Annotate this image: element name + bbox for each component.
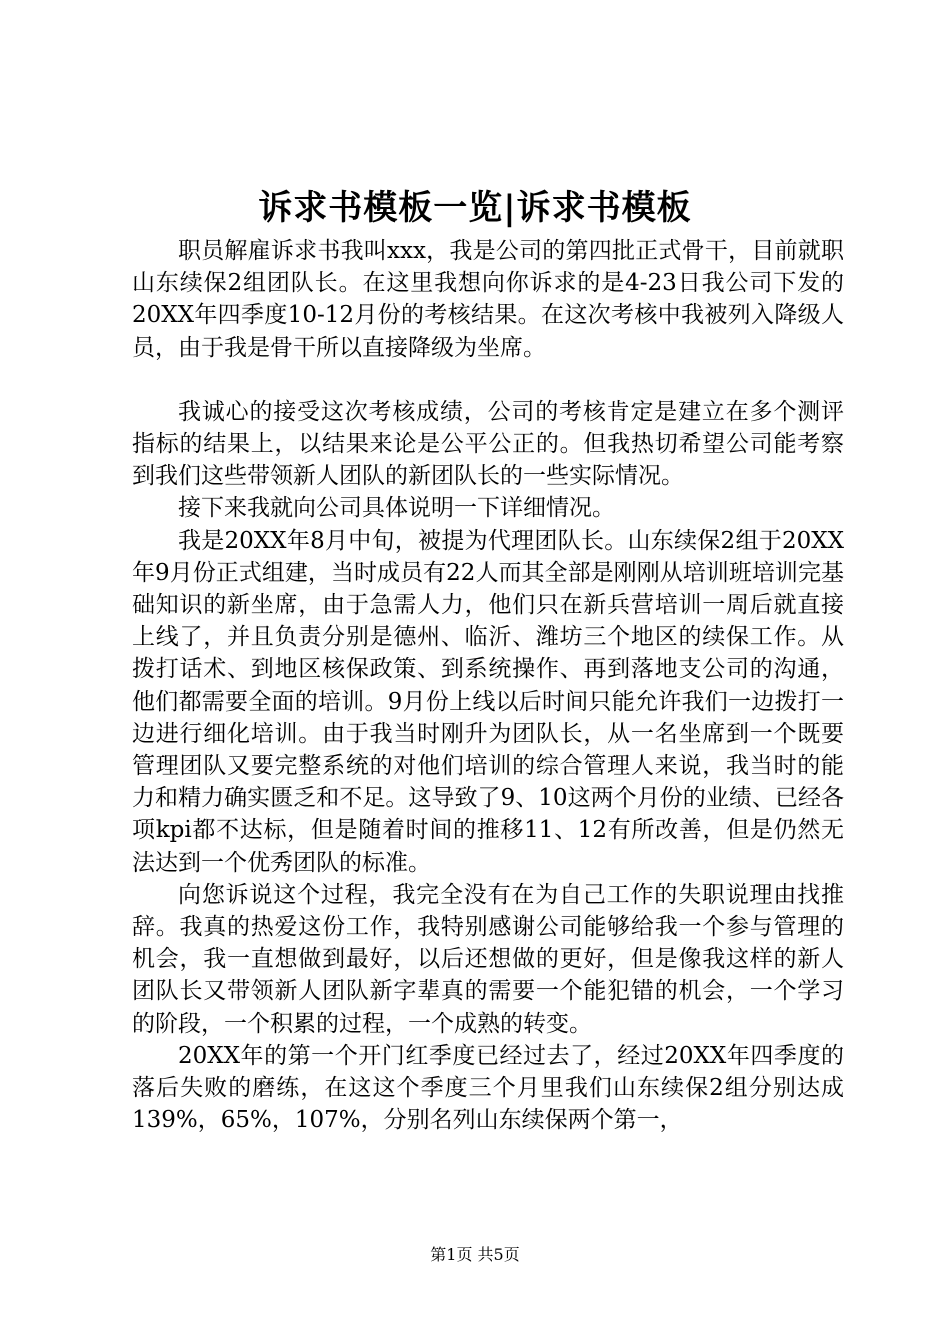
document-title: 诉求书模板一览|诉求书模板 <box>258 188 692 228</box>
paragraph-3: 接下来我就向公司具体说明一下详细情况。 <box>178 495 615 522</box>
paragraph-2: 我诚心的接受这次考核成绩，公司的考核肯定是建立在多个测评指标的结果上，以结果来论是公平公正的。但我热切希望公司能考察到我们这些带领新人团队的新团队长的一些实际情况。 <box>132 398 844 490</box>
paragraph-4: 我是20XX年8月中旬，被提为代理团队长。山东续保2组于20XX年9月份正式组建，当时成员有22人而其全部是刚刚从培训班培训完基础知识的新坐席，由于急需人力，他们只在新兵营培训一周后就直接上线了，并且负责分别是德州、临沂、潍坊三个地区的续保工作。从拨打话术、到地区核保政策、到系统操作、再到落地支公司的沟通，他们都需要全面的培训。9月份上线以后时间只能允许我们一边拨打一边进行细化培训。由于我当时刚升为团队长，从一名坐席到一个既要管理团队又要完整系统的对他们培训的综合管理人来说，我当时的能力和精力确实匮乏和不足。这导致了9、10这两个月份的业绩、已经各项kpi都不达标，但是随着时间的推移11、12有所改善，但是仍然无法达到一个优秀团队的标准。 <box>132 527 844 876</box>
paragraph-1: 职员解雇诉求书我叫xxx，我是公司的第四批正式骨干，目前就职山东续保2组团队长。在这里我想向你诉求的是4-23日我公司下发的20XX年四季度10-12月份的考核结果。在这次考核中我被列入降级人员，由于我是骨干所以直接降级为坐席。 <box>132 238 844 361</box>
document-body <box>132 235 844 1136</box>
paragraph-5: 向您诉说这个过程，我完全没有在为自己工作的失职说理由找推辞。我真的热爱这份工作，我特别感谢公司能够给我一个参与管理的机会，我一直想做到最好，以后还想做的更好，但是像我这样的新人团队长又带领新人团队新字辈真的需要一个能犯错的机会，一个学习的阶段，一个积累的过程，一个成熟的转变。 <box>132 881 844 1037</box>
page-footer: 第1页 共5页 <box>430 1245 520 1264</box>
paragraph-6: 20XX年的第一个开门红季度已经过去了，经过20XX年四季度的落后失败的磨练，在这这个季度三个月里我们山东续保2组分别达成139%，65%，107%，分别名列山东续保两个第一， <box>132 1042 844 1134</box>
